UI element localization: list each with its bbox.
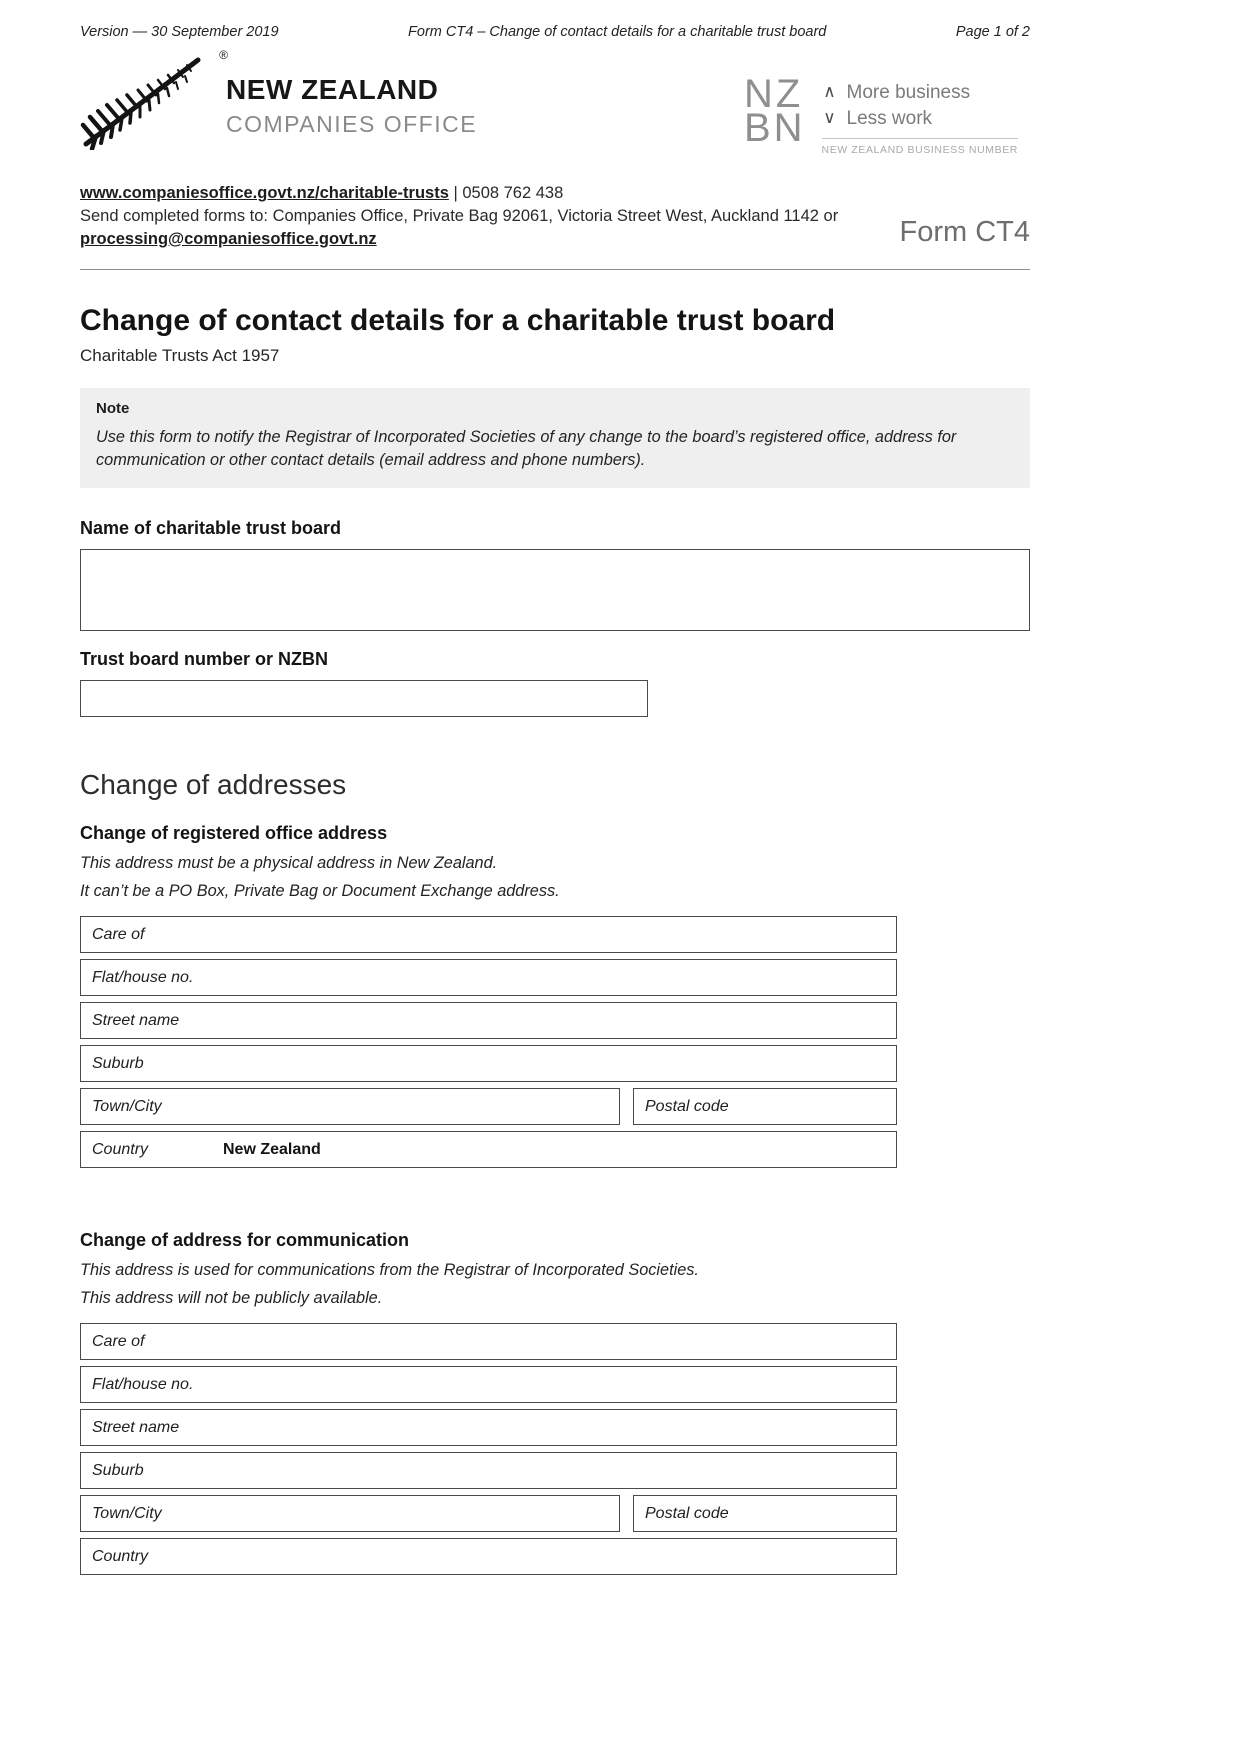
communication-heading: Change of address for communication <box>80 1230 410 1251</box>
comm-care-of-label: Care of <box>92 1332 145 1350</box>
page-number: Page 1 of 2 <box>955 24 1030 40</box>
logo-row <box>80 50 1030 156</box>
comm-flat-field[interactable] <box>80 1366 897 1403</box>
registered-trademark-icon: ® <box>219 48 228 62</box>
comm-flat-label: Flat/house no. <box>92 1375 194 1393</box>
reg-street-label: Street name <box>92 1011 180 1029</box>
fern-icon <box>80 50 220 150</box>
name-section-label: Name of charitable trust board <box>80 517 342 538</box>
communication-note-1: This address is used for communications from the Registrar of Incorporated Societies. <box>80 1261 699 1280</box>
registered-office-heading: Change of registered office address <box>80 822 388 843</box>
reg-country-value: New Zealand <box>223 1140 321 1158</box>
number-section-label: Trust board number or NZBN <box>80 648 329 669</box>
nzbn-tagline-less: ∨ Less work <box>823 107 933 129</box>
comm-postal-field[interactable] <box>633 1495 897 1532</box>
reg-street-field[interactable] <box>80 1002 897 1039</box>
comm-country-field[interactable] <box>80 1538 897 1575</box>
version-text: Version — 30 September 2019 <box>80 24 279 40</box>
nzbn-letters-bn: BN <box>743 105 806 150</box>
comm-country-label: Country <box>92 1547 149 1565</box>
trust-name-input[interactable] <box>80 549 1030 631</box>
reg-care-of-label: Care of <box>92 925 145 943</box>
nzbn-caption: NEW ZEALAND BUSINESS NUMBER <box>822 138 1018 156</box>
registered-office-fields <box>80 916 1030 1168</box>
header-divider <box>80 269 1030 270</box>
comm-town-label: Town/City <box>92 1504 162 1522</box>
reg-suburb-label: Suburb <box>92 1054 144 1072</box>
phone-number: | 0508 762 438 <box>453 184 564 203</box>
act-subtitle: Charitable Trusts Act 1957 <box>80 345 280 365</box>
communication-note-2: This address will not be publicly available. <box>80 1289 383 1308</box>
communication-fields <box>80 1323 1030 1575</box>
reg-care-of-field[interactable] <box>80 916 897 953</box>
contact-block <box>80 182 1030 250</box>
registered-office-note-2: It can’t be a PO Box, Private Bag or Document Exchange address. <box>80 882 560 900</box>
page-meta-row <box>80 0 1030 40</box>
reg-country-field[interactable] <box>80 1131 897 1168</box>
note-text: Use this form to notify the Registrar of Incorporated Societies of any change to the board’s registered office, address for communication or other contact details (email address and phone numbers). <box>96 427 957 469</box>
reg-suburb-field[interactable] <box>80 1045 897 1082</box>
email-link[interactable]: processing@companiesoffice.govt.nz <box>80 229 377 248</box>
page-title: Change of contact details for a charitable trust board <box>80 303 836 337</box>
brand-name: NEW ZEALAND <box>226 74 439 105</box>
reg-town-label: Town/City <box>92 1097 162 1115</box>
contact-line-1 <box>80 182 838 205</box>
reg-country-label: Country <box>92 1140 149 1158</box>
fern-logo-icon <box>80 48 228 150</box>
reg-postal-label: Postal code <box>645 1097 729 1115</box>
comm-care-of-field[interactable] <box>80 1323 897 1360</box>
comm-postal-label: Postal code <box>645 1504 729 1522</box>
reg-postal-field[interactable] <box>633 1088 897 1125</box>
comm-street-label: Street name <box>92 1418 180 1436</box>
nzbn-letters-nz: NZ <box>743 72 804 116</box>
comm-suburb-label: Suburb <box>92 1461 144 1479</box>
note-box <box>80 388 1030 488</box>
companies-office-logo <box>80 50 477 156</box>
nzbn-tagline-more: ∧ More business <box>823 82 971 103</box>
comm-town-field[interactable] <box>80 1495 620 1532</box>
form-header-title: Form CT4 – Change of contact details for a charitable trust board <box>408 24 827 40</box>
form-code: Form CT4 <box>899 215 1030 248</box>
brand-subtitle: COMPANIES OFFICE <box>226 111 478 137</box>
mailing-instructions: Send completed forms to: Companies Office, Private Bag 92061, Victoria Street West, Auckland 1142 or <box>80 207 839 226</box>
reg-town-field[interactable] <box>80 1088 620 1125</box>
reg-flat-field[interactable] <box>80 959 897 996</box>
addresses-heading: Change of addresses <box>80 768 347 800</box>
reg-flat-label: Flat/house no. <box>92 968 194 986</box>
chevron-up-icon: ∧ <box>823 82 836 102</box>
comm-street-field[interactable] <box>80 1409 897 1446</box>
trust-number-input[interactable] <box>80 680 648 717</box>
nzbn-letters <box>743 72 806 156</box>
website-link[interactable]: www.companiesoffice.govt.nz/charitable-trusts <box>80 184 449 203</box>
registered-office-note-1: This address must be a physical address in New Zealand. <box>80 853 498 872</box>
comm-suburb-field[interactable] <box>80 1452 897 1489</box>
chevron-down-icon: ∨ <box>823 107 836 127</box>
note-label: Note <box>96 399 130 417</box>
nzbn-logo <box>743 72 1018 157</box>
